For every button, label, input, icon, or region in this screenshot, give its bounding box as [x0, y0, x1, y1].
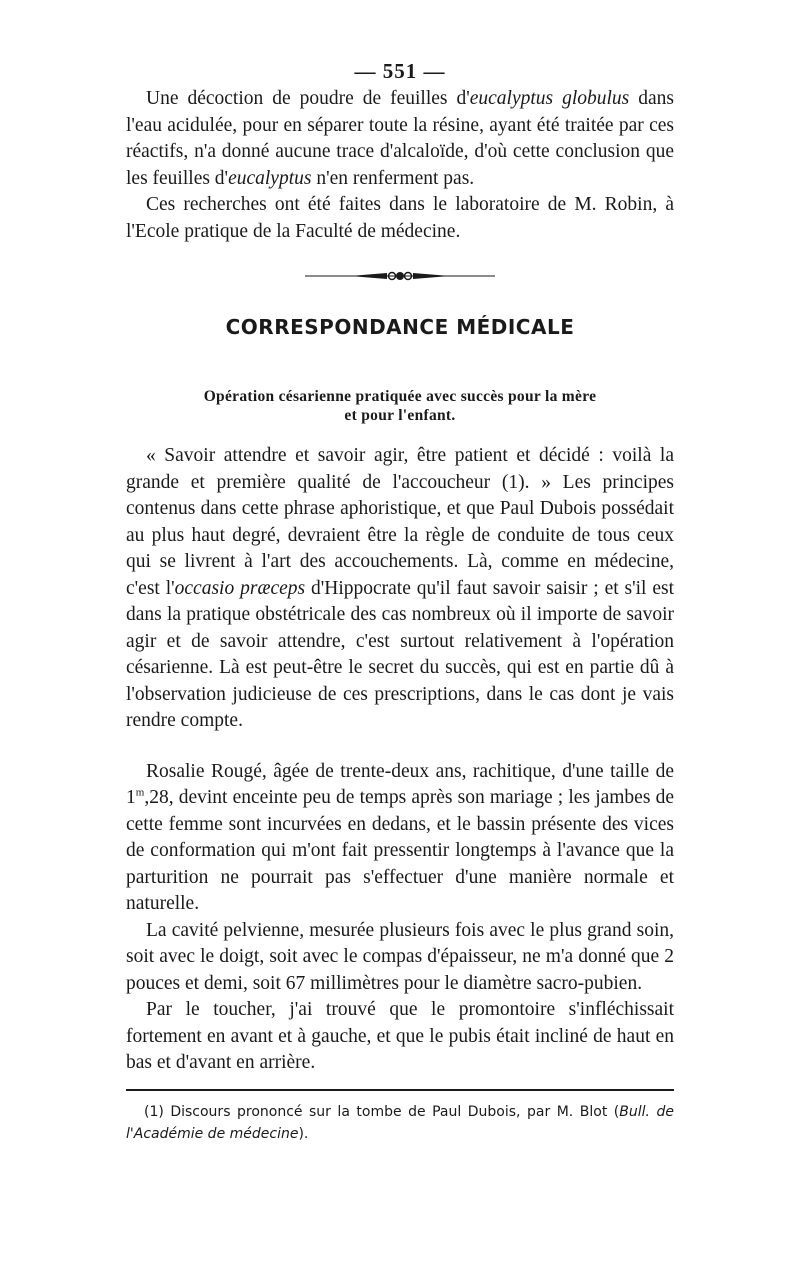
body-paragraph-1 [126, 443, 674, 735]
text-run: « Savoir attendre et savoir agir, être patient et décidé : voilà la grande et première qualité de l'accoucheur (1). » Les principes contenus dans cette phrase aphoristique, et que Paul Dubois possédait au plus haut degré, devraient être la règle de conduite de tous ceux qui se livrent à l'art des accouchements. Là, comme en médecine, c'est l' [126, 445, 674, 599]
subtitle-line-2: et pour l'enfant. [344, 407, 456, 424]
text-run: n'en renferment pas. [311, 167, 475, 189]
text-run: ,28, devint enceinte peu de temps après son mariage ; les jambes de cette femme sont incurvées en dedans, et le bassin présente des vices de conformation qui m'ont fait pressentir longtemps à l'avance que la parturition ne pourrait pas s'effectuer d'une manière normale et naturelle. [126, 787, 674, 914]
italic-term: eucalyptus globulus [469, 88, 630, 109]
body-paragraph-3: La cavité pelvienne, mesurée plusieurs fois avec le plus grand soin, soit avec le doigt, soit avec le compas d'épaisseur, ne m'a donné que 2 pouces et demi, soit 67 millimètres pour le diamètre sacro-pubien. [126, 919, 674, 994]
subtitle-line-1: Opération césarienne pratiquée avec succès pour la mère [203, 388, 597, 405]
article-subtitle [126, 387, 674, 425]
footnote [126, 1101, 674, 1145]
italic-term: occasio præceps [174, 577, 306, 599]
body-paragraph-4: Par le toucher, j'ai trouvé que le promontoire s'infléchissait fortement en avant et à gauche, et que le pubis était incliné de haut en bas et d'avant en arrière. [126, 999, 674, 1073]
intro-paragraph-1 [126, 86, 674, 192]
text-run: d'Hippocrate qu'il faut savoir saisir ; et s'il est dans la pratique obstétricale des cas nombreux où il importe de savoir agir et de savoir attendre, c'est surtout relativement à l'opération césarienne. Là est peut-être le secret du succès, qui est en partie dû à l'observation judicieuse de ces prescriptions, dans le cas dont je vais rendre compte. [126, 577, 675, 731]
section-title: CORRESPONDANCE MÉDICALE [225, 315, 575, 339]
text-run: Une décoction de poudre de feuilles d' [146, 88, 470, 109]
footnote-rule [126, 1089, 674, 1091]
text-run: ). [298, 1125, 309, 1142]
page-number: — 551 — [354, 59, 446, 83]
page [126, 56, 674, 1145]
text-run: Rosalie Rougé, âgée de trente-deux ans, rachitique, d'une taille de 1 [126, 760, 674, 808]
text-run: (1) Discours prononcé sur la tombe de Paul Dubois, par M. Blot ( [144, 1103, 620, 1120]
body-paragraph-2 [126, 759, 674, 918]
intro-paragraph-2: Ces recherches ont été faites dans le laboratoire de M. Robin, à l'Ecole pratique de la Faculté de médecine. [126, 194, 674, 242]
ornament-divider [305, 269, 495, 283]
superscript: m [135, 786, 145, 799]
italic-term: eucalyptus [228, 167, 312, 189]
italic-citation: Bull. de l'Académie de médecine [126, 1103, 674, 1142]
text-run: dans l'eau acidulée, pour en séparer toute la résine, ayant été traitée par ces réactifs, n'a donné aucune trace d'alcaloïde, d'où cette conclusion que les feuilles d' [126, 88, 674, 189]
